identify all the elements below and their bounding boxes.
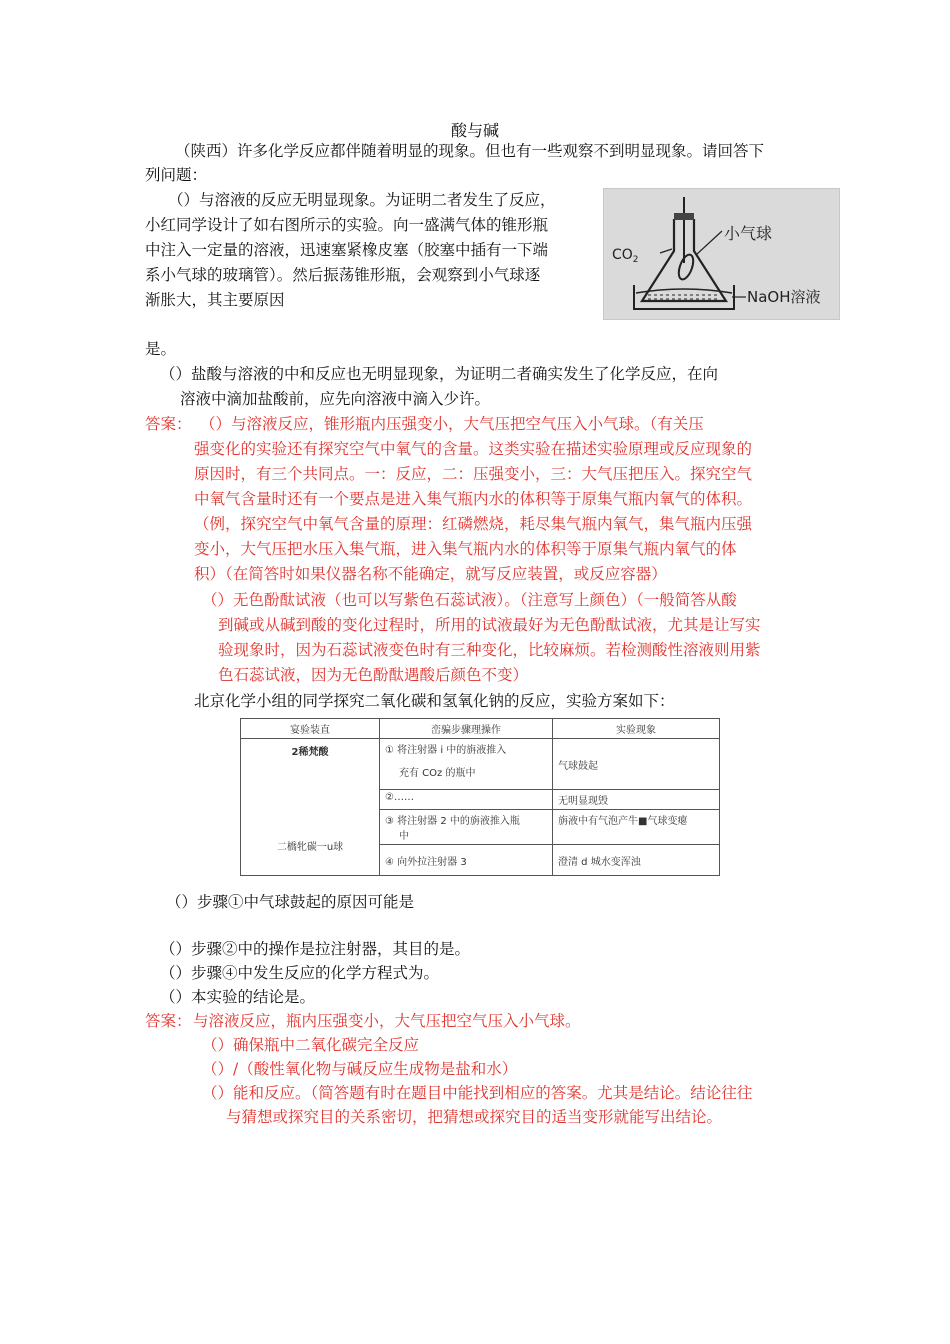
q1-line-4: 系小气球的玻璃管）。然后振荡锥形瓶，会观察到小气球逐 — [145, 266, 541, 284]
experiment-table — [240, 718, 720, 876]
answer1-line-5: （例，探究空气中氧气含量的原理：红磷燃烧，耗尽集气瓶内氧气，集气瓶内压强 — [194, 515, 753, 533]
answer1b-line-4: 色石蕊试液，因为无色酚酞遇酸后颜色不变） — [218, 666, 529, 684]
q1-line-3: 中注入一定量的溶液，迅速塞紧橡皮塞（胶塞中插有一下端 — [145, 241, 549, 259]
q2-line-1: （）盐酸与溶液的中和反应也无明显现象，为证明二者确实发生了化学反应，在向 — [160, 365, 719, 383]
answer2-label: 答案： — [145, 1012, 192, 1030]
step-cell — [380, 739, 553, 790]
apparatus-cell — [241, 739, 380, 876]
apparatus-bottom-label: 二橋牝碳一u球 — [276, 842, 344, 853]
q1-line-1: （）与溶液的反应无明显现象。为证明二者发生了反应， — [168, 191, 556, 209]
q1-end: 是。 — [145, 340, 177, 358]
apparatus-top-label: 2稀梵酸 — [291, 747, 329, 758]
beijing-intro: 北京化学小组的同学探究二氧化碳和氢氧化钠的反应，实验方案如下： — [194, 692, 675, 710]
answer1-line-3: 原因时，有三个共同点。一：反应，二：压强变小，三：大气压把压入。探究空气 — [194, 465, 753, 483]
table-row — [241, 739, 720, 790]
balloon-label: 小气球 — [724, 224, 773, 243]
answer2-line-2: （）确保瓶中二氧化碳完全反应 — [202, 1036, 420, 1054]
q1-line-5: 渐胀大，其主要原因 — [145, 291, 285, 309]
question-step-3: （）步骤④中发生反应的化学方程式为。 — [160, 964, 440, 982]
answer2-line-1: 与溶液反应，瓶内压强变小，大气压把空气压入小气球。 — [193, 1012, 581, 1030]
table-header: 实验现象 — [553, 719, 720, 739]
page-title: 酸与碱 — [450, 121, 499, 140]
question-step-4: （）本实验的结论是。 — [160, 988, 316, 1006]
result-cell: 无明显现毁 — [553, 790, 720, 810]
q2-line-2: 溶液中滴加盐酸前，应先向溶液中滴入少许。 — [180, 390, 491, 408]
answer1-label: 答案： — [145, 415, 192, 433]
answer1-line-1: （）与溶液反应，锥形瓶内压强变小，大气压把空气压入小气球。（有关压 — [200, 415, 704, 433]
naoh-label: NaOH溶液 — [747, 288, 821, 306]
question-step-1: （）步骤①中气球鼓起的原因可能是 — [166, 893, 415, 911]
intro-line-2: 列问题： — [145, 166, 208, 184]
co2-label: $CO_2$ — [612, 247, 639, 265]
step-text: 中 — [399, 831, 409, 842]
step-cell: ②…… — [380, 790, 553, 810]
flask-diagram — [604, 189, 839, 319]
step-text: ① 将注射器 i 中的旃液推入 — [385, 745, 507, 756]
intro-line-1: （陕西）许多化学反应都伴随着明显的现象。但也有一些观察不到明显现象。请回答下 — [175, 142, 765, 160]
answer2-line-4: （）能和反应。（简答题有时在题目中能找到相应的答案。尤其是结论。结论往往 — [202, 1084, 753, 1102]
result-cell: 澄清 d 城水变浑浊 — [553, 845, 720, 876]
step-cell: ④ 向外拉注射器 3 — [380, 845, 553, 876]
result-cell: 气球鼓起 — [553, 739, 720, 790]
table-header: 宴验装直 — [241, 719, 380, 739]
answer1b-line-2: 到碱或从碱到酸的变化过程时，所用的试液最好为无色酚酞试液，尤其是让写实 — [218, 616, 761, 634]
step-cell — [380, 810, 553, 845]
answer2-line-5: 与猜想或探究目的关系密切，把猜想或探究目的适当变形就能写出结论。 — [226, 1108, 723, 1126]
q1-line-2: 小红同学设计了如右图所示的实验。向一盛满气体的锥形瓶 — [145, 216, 549, 234]
answer2-line-3: （）/（酸性氧化物与碱反应生成物是盐和水） — [202, 1060, 518, 1078]
answer1-line-4: 中氧气含量时还有一个要点是进入集气瓶内水的体积等于原集气瓶内氧气的体积。 — [194, 490, 753, 508]
table-header: 峦骗步骤理操作 — [380, 719, 553, 739]
answer1-line-7: 积）（在简答时如果仪器名称不能确定，就写反应装置，或反应容器） — [194, 565, 667, 583]
question-step-2: （）步骤②中的操作是拉注射器，其目的是。 — [160, 940, 471, 958]
step-text: 充有 COz 的瓶中 — [399, 768, 476, 779]
answer1b-line-1: （）无色酚酞试液（也可以写紫色石蕊试液）。（注意写上颜色）（一般简答从酸 — [202, 591, 737, 609]
table-header-row — [241, 719, 720, 739]
answer1-line-6: 变小，大气压把水压入集气瓶，进入集气瓶内水的体积等于原集气瓶内氧气的体 — [194, 540, 737, 558]
answer1b-line-3: 验现象时，因为石蕊试液变色时有三种变化，比较麻烦。若检测酸性溶液则用紫 — [218, 641, 761, 659]
answer1-line-2: 强变化的实验还有探究空气中氧气的含量。这类实验在描述实验原理或反应现象的 — [194, 440, 753, 458]
step-text: ③ 将注射器 2 中的旃液推入瓶 — [385, 816, 520, 827]
result-cell: 旃液中有气泡产牛■气球变瘪 — [553, 810, 720, 845]
experiment-figure — [603, 188, 840, 320]
